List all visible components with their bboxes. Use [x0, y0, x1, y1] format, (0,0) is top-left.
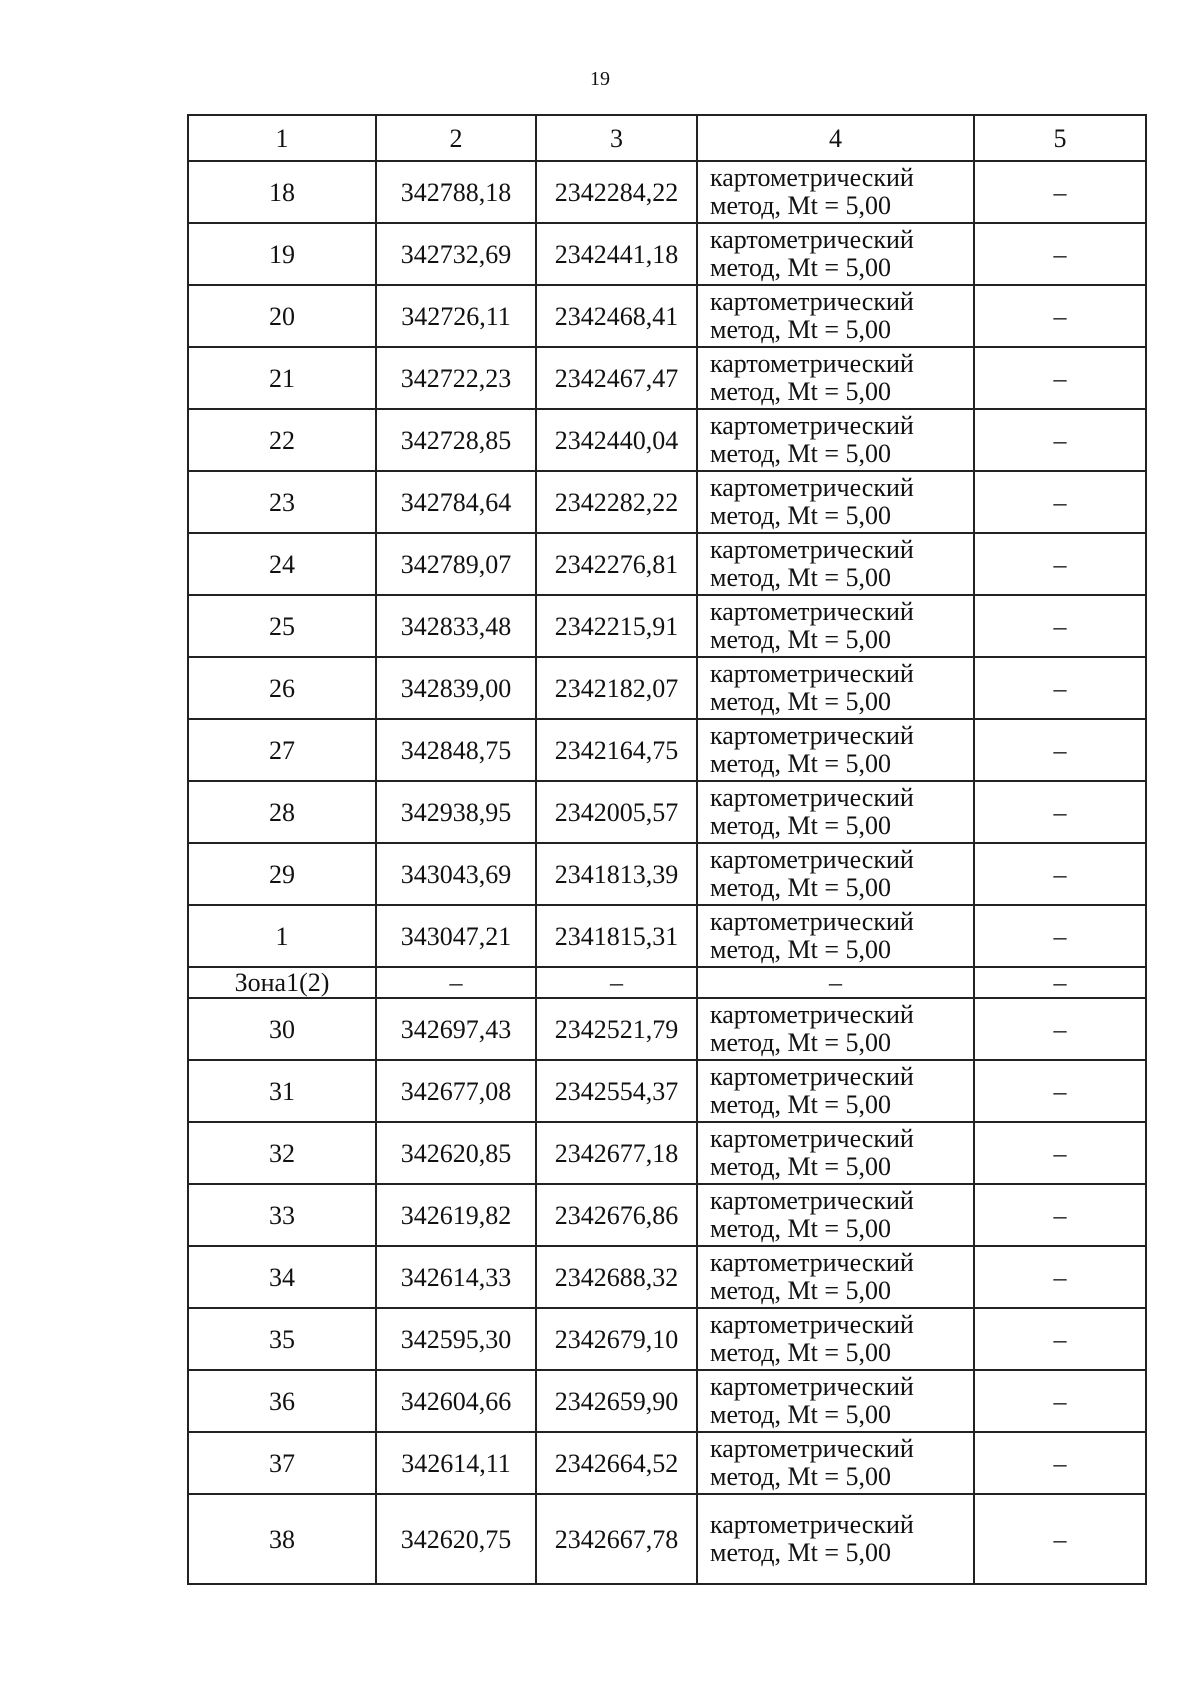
point-number-cell: 18	[188, 161, 376, 223]
method-line-2: метод, Mt = 5,00	[710, 377, 891, 406]
table-row	[188, 1060, 1146, 1122]
method-line-2: метод, Mt = 5,00	[710, 1214, 891, 1243]
table-row	[188, 905, 1146, 967]
method-cell	[697, 409, 974, 471]
table-row	[188, 1494, 1146, 1584]
coord-y-cell: 2342676,86	[536, 1184, 697, 1246]
method-cell	[697, 781, 974, 843]
method-line-1: картометрический	[710, 411, 914, 440]
coord-y-cell: 2341813,39	[536, 843, 697, 905]
col5-dash-cell: –	[974, 471, 1146, 533]
coord-x-cell: 342839,00	[376, 657, 536, 719]
coord-x-cell: 342614,11	[376, 1432, 536, 1494]
coord-x-cell: 342833,48	[376, 595, 536, 657]
point-number-cell: 37	[188, 1432, 376, 1494]
method-line-2: метод, Mt = 5,00	[710, 191, 891, 220]
point-number-cell: 19	[188, 223, 376, 285]
col5-dash-cell: –	[974, 1246, 1146, 1308]
zone-row	[188, 967, 1146, 998]
col5-dash-cell: –	[974, 1432, 1146, 1494]
coord-x-cell: 342938,95	[376, 781, 536, 843]
coord-y-cell: 2342677,18	[536, 1122, 697, 1184]
point-number-cell: 34	[188, 1246, 376, 1308]
header-cell-1: 1	[188, 115, 376, 161]
table-row	[188, 1246, 1146, 1308]
method-line-1: картометрический	[710, 225, 914, 254]
coord-x-cell: 342726,11	[376, 285, 536, 347]
method-line-1: картометрический	[710, 163, 914, 192]
point-number-cell: 27	[188, 719, 376, 781]
table-row	[188, 409, 1146, 471]
coord-x-cell: 342620,85	[376, 1122, 536, 1184]
method-cell	[697, 1308, 974, 1370]
method-line-1: картометрический	[710, 1186, 914, 1215]
point-number-cell: 1	[188, 905, 376, 967]
col5-dash-cell: –	[974, 905, 1146, 967]
method-cell	[697, 905, 974, 967]
method-line-1: картометрический	[710, 287, 914, 316]
table-row	[188, 1122, 1146, 1184]
table-row	[188, 998, 1146, 1060]
col5-dash-cell: –	[974, 595, 1146, 657]
col5-dash-cell: –	[974, 843, 1146, 905]
method-line-1: картометрический	[710, 783, 914, 812]
coord-y-cell: 2342284,22	[536, 161, 697, 223]
header-cell-3: 3	[536, 115, 697, 161]
table-row	[188, 1184, 1146, 1246]
point-number-cell: 36	[188, 1370, 376, 1432]
col5-dash-cell: –	[974, 781, 1146, 843]
method-line-1: картометрический	[710, 1124, 914, 1153]
method-line-2: метод, Mt = 5,00	[710, 501, 891, 530]
point-number-cell: 31	[188, 1060, 376, 1122]
point-number-cell: 38	[188, 1494, 376, 1584]
coordinates-table	[187, 114, 1147, 1585]
method-line-1: картометрический	[710, 535, 914, 564]
method-line-2: метод, Mt = 5,00	[710, 749, 891, 778]
coord-x-cell: 342789,07	[376, 533, 536, 595]
method-line-1: картометрический	[710, 1434, 914, 1463]
point-number-cell: 35	[188, 1308, 376, 1370]
coord-x-cell: 342732,69	[376, 223, 536, 285]
zone-label: Зона1(2)	[188, 967, 376, 998]
coord-y-cell: 2342282,22	[536, 471, 697, 533]
point-number-cell: 26	[188, 657, 376, 719]
method-line-1: картометрический	[710, 721, 914, 750]
method-cell	[697, 1494, 974, 1584]
coord-x-cell: 342619,82	[376, 1184, 536, 1246]
method-line-1: картометрический	[710, 1372, 914, 1401]
col5-dash-cell: –	[974, 1494, 1146, 1584]
coord-y-cell: 2342554,37	[536, 1060, 697, 1122]
coord-y-cell: 2342440,04	[536, 409, 697, 471]
zone-dash-cell: –	[376, 967, 536, 998]
method-line-2: метод, Mt = 5,00	[710, 563, 891, 592]
coord-x-cell: 342595,30	[376, 1308, 536, 1370]
header-cell-2: 2	[376, 115, 536, 161]
point-number-cell: 23	[188, 471, 376, 533]
point-number-cell: 29	[188, 843, 376, 905]
method-line-2: метод, Mt = 5,00	[710, 1152, 891, 1181]
method-line-2: метод, Mt = 5,00	[710, 873, 891, 902]
point-number-cell: 28	[188, 781, 376, 843]
method-cell	[697, 998, 974, 1060]
table-row	[188, 1308, 1146, 1370]
point-number-cell: 30	[188, 998, 376, 1060]
coord-y-cell: 2342688,32	[536, 1246, 697, 1308]
coord-x-cell: 343043,69	[376, 843, 536, 905]
method-cell	[697, 161, 974, 223]
coord-x-cell: 342784,64	[376, 471, 536, 533]
col5-dash-cell: –	[974, 1060, 1146, 1122]
method-line-2: метод, Mt = 5,00	[710, 315, 891, 344]
zone-dash-cell: –	[974, 967, 1146, 998]
method-line-2: метод, Mt = 5,00	[710, 253, 891, 282]
coord-x-cell: 342722,23	[376, 347, 536, 409]
method-cell	[697, 719, 974, 781]
method-line-2: метод, Mt = 5,00	[710, 625, 891, 654]
method-cell	[697, 533, 974, 595]
method-line-1: картометрический	[710, 1510, 914, 1539]
method-line-1: картометрический	[710, 1000, 914, 1029]
header-cell-4: 4	[697, 115, 974, 161]
table-header-row	[188, 115, 1146, 161]
coord-y-cell: 2342679,10	[536, 1308, 697, 1370]
col5-dash-cell: –	[974, 1122, 1146, 1184]
point-number-cell: 24	[188, 533, 376, 595]
header-cell-5: 5	[974, 115, 1146, 161]
method-cell	[697, 1432, 974, 1494]
method-cell	[697, 657, 974, 719]
table-row	[188, 471, 1146, 533]
table-row	[188, 533, 1146, 595]
col5-dash-cell: –	[974, 1370, 1146, 1432]
method-line-2: метод, Mt = 5,00	[710, 687, 891, 716]
table-row	[188, 223, 1146, 285]
table-row	[188, 1370, 1146, 1432]
method-line-1: картометрический	[710, 1310, 914, 1339]
table-row	[188, 1432, 1146, 1494]
coord-x-cell: 342728,85	[376, 409, 536, 471]
table-row	[188, 595, 1146, 657]
method-line-1: картометрический	[710, 1248, 914, 1277]
col5-dash-cell: –	[974, 1184, 1146, 1246]
method-cell	[697, 471, 974, 533]
method-cell	[697, 843, 974, 905]
coord-y-cell: 2342441,18	[536, 223, 697, 285]
col5-dash-cell: –	[974, 223, 1146, 285]
method-line-2: метод, Mt = 5,00	[710, 439, 891, 468]
coord-y-cell: 2342215,91	[536, 595, 697, 657]
method-cell	[697, 347, 974, 409]
method-cell	[697, 1370, 974, 1432]
point-number-cell: 32	[188, 1122, 376, 1184]
coordinates-table-body	[188, 115, 1146, 1584]
zone-dash-cell: –	[697, 967, 974, 998]
coord-y-cell: 2342182,07	[536, 657, 697, 719]
coord-y-cell: 2341815,31	[536, 905, 697, 967]
coord-y-cell: 2342276,81	[536, 533, 697, 595]
col5-dash-cell: –	[974, 998, 1146, 1060]
coord-x-cell: 342848,75	[376, 719, 536, 781]
point-number-cell: 20	[188, 285, 376, 347]
coord-y-cell: 2342164,75	[536, 719, 697, 781]
table-row	[188, 657, 1146, 719]
col5-dash-cell: –	[974, 285, 1146, 347]
method-cell	[697, 1060, 974, 1122]
col5-dash-cell: –	[974, 347, 1146, 409]
method-line-1: картометрический	[710, 845, 914, 874]
method-line-1: картометрический	[710, 597, 914, 626]
table-row	[188, 719, 1146, 781]
coord-y-cell: 2342005,57	[536, 781, 697, 843]
coord-y-cell: 2342659,90	[536, 1370, 697, 1432]
coord-x-cell: 342788,18	[376, 161, 536, 223]
method-line-1: картометрический	[710, 659, 914, 688]
method-line-2: метод, Mt = 5,00	[710, 935, 891, 964]
method-cell	[697, 1184, 974, 1246]
zone-dash-cell: –	[536, 967, 697, 998]
method-cell	[697, 285, 974, 347]
page-number: 19	[590, 68, 610, 90]
coord-x-cell: 343047,21	[376, 905, 536, 967]
method-line-1: картометрический	[710, 473, 914, 502]
method-line-2: метод, Mt = 5,00	[710, 1090, 891, 1119]
method-line-2: метод, Mt = 5,00	[710, 811, 891, 840]
method-line-1: картометрический	[710, 349, 914, 378]
method-line-2: метод, Mt = 5,00	[710, 1462, 891, 1491]
coord-y-cell: 2342667,78	[536, 1494, 697, 1584]
coord-x-cell: 342697,43	[376, 998, 536, 1060]
col5-dash-cell: –	[974, 409, 1146, 471]
coord-x-cell: 342677,08	[376, 1060, 536, 1122]
coord-y-cell: 2342521,79	[536, 998, 697, 1060]
method-line-1: картометрический	[710, 1062, 914, 1091]
table-row	[188, 161, 1146, 223]
col5-dash-cell: –	[974, 1308, 1146, 1370]
method-line-2: метод, Mt = 5,00	[710, 1338, 891, 1367]
method-line-2: метод, Mt = 5,00	[710, 1276, 891, 1305]
coord-y-cell: 2342664,52	[536, 1432, 697, 1494]
method-cell	[697, 223, 974, 285]
table-row	[188, 347, 1146, 409]
method-line-2: метод, Mt = 5,00	[710, 1400, 891, 1429]
table-row	[188, 285, 1146, 347]
col5-dash-cell: –	[974, 161, 1146, 223]
point-number-cell: 21	[188, 347, 376, 409]
method-line-1: картометрический	[710, 907, 914, 936]
point-number-cell: 25	[188, 595, 376, 657]
table-row	[188, 843, 1146, 905]
point-number-cell: 22	[188, 409, 376, 471]
coord-y-cell: 2342467,47	[536, 347, 697, 409]
coord-x-cell: 342604,66	[376, 1370, 536, 1432]
method-line-2: метод, Mt = 5,00	[710, 1028, 891, 1057]
method-cell	[697, 595, 974, 657]
col5-dash-cell: –	[974, 533, 1146, 595]
table-row	[188, 781, 1146, 843]
coord-x-cell: 342614,33	[376, 1246, 536, 1308]
point-number-cell: 33	[188, 1184, 376, 1246]
method-cell	[697, 1246, 974, 1308]
coord-x-cell: 342620,75	[376, 1494, 536, 1584]
col5-dash-cell: –	[974, 657, 1146, 719]
col5-dash-cell: –	[974, 719, 1146, 781]
method-cell	[697, 1122, 974, 1184]
method-line-2: метод, Mt = 5,00	[710, 1538, 891, 1567]
coord-y-cell: 2342468,41	[536, 285, 697, 347]
